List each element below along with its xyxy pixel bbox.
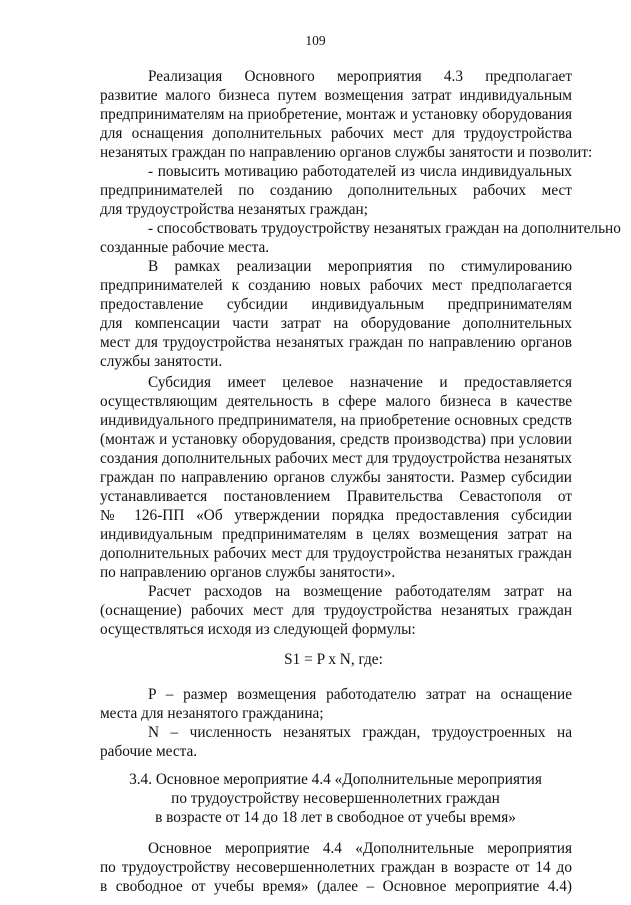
text-line: для компенсации части затрат на оборудование дополнительных (100, 315, 572, 332)
text-line: созданные рабочие места. (100, 239, 270, 256)
text-line: Расчет расходов на возмещение работодателям затрат на (148, 583, 572, 600)
section-heading: по трудоустройству несовершеннолетних граждан (171, 790, 500, 807)
text-line: места для незанятого гражданина; (100, 705, 324, 722)
text-line: развитие малого бизнеса путем возмещения затрат индивидуальным (100, 87, 572, 104)
text-line: осуществляющим деятельность в сфере малого бизнеса в качестве (100, 393, 572, 410)
text-line: для оснащения дополнительных рабочих мест для трудоустройства (100, 125, 572, 142)
section-heading: 3.4. Основное мероприятие 4.4 «Дополнительные мероприятия (129, 771, 542, 788)
text-line: предпринимателей к созданию новых рабочих мест предполагается (100, 277, 572, 294)
text-line: службы занятости. (100, 353, 223, 370)
text-line: граждан по направлению органов службы занятости. Размер субсидии (100, 469, 572, 486)
text-line: создания дополнительных рабочих мест для трудоустройства незанятых (100, 450, 572, 467)
text-line: предоставление субсидии индивидуальным предпринимателям (100, 296, 572, 313)
text-line: устанавливается постановлением Правительства Севастополя от (100, 488, 572, 505)
text-line: Субсидия имеет целевое назначение и предоставляется (148, 374, 572, 391)
text-line: (оснащение) рабочих мест для трудоустройства незанятых граждан (100, 602, 572, 619)
text-line: индивидуального предпринимателя, на приобретение основных средств (100, 412, 572, 429)
text-line: предпринимателей по созданию дополнительных рабочих мест (100, 182, 572, 199)
text-line: для трудоустройства незанятых граждан; (100, 201, 368, 218)
text-line: предпринимателям на приобретение, монтаж и установку оборудования (100, 106, 572, 123)
text-line: по трудоустройству несовершеннолетних граждан в возрасте от 14 до (100, 859, 572, 876)
text-line: в свободное от учебы время» (далее – Основное мероприятие 4.4) (100, 878, 572, 895)
text-line: незанятых граждан по направлению органов службы занятости и позволит: (100, 144, 593, 161)
text-line: Основное мероприятие 4.4 «Дополнительные мероприятия (148, 840, 572, 857)
text-line: № 126-ПП «Об утверждении порядка предоставления субсидии (100, 507, 572, 524)
text-line: дополнительных рабочих мест для трудоустройства незанятых граждан (100, 545, 572, 562)
text-line: мест для трудоустройства незанятых граждан по направлению органов (100, 334, 572, 351)
text-line: по направлению органов службы занятости». (100, 564, 396, 581)
text-line: индивидуальным предпринимателям в целях возмещения затрат на (100, 526, 572, 543)
text-line: В рамках реализации мероприятия по стимулированию (148, 258, 572, 275)
text-line: - способствовать трудоустройству незанятых граждан на дополнительно (148, 220, 621, 237)
text-line: рабочие места. (100, 743, 198, 760)
section-heading: в возрасте от 14 до 18 лет в свободное от учебы время» (155, 809, 516, 826)
text-line: N – численность незанятых граждан, трудоустроенных на (148, 724, 572, 741)
text-line: осуществляться исходя из следующей формулы: (100, 621, 416, 638)
text-line: - повысить мотивацию работодателей из числа индивидуальных (148, 163, 572, 180)
formula: S1 = P x N, где: (284, 651, 383, 668)
text-line: Реализация Основного мероприятия 4.3 предполагает (148, 68, 572, 85)
page-number: 109 (305, 33, 326, 48)
text-line: (монтаж и установку оборудования, средств производства) при условии (100, 431, 572, 448)
text-line: P – размер возмещения работодателю затрат на оснащение (148, 686, 572, 703)
